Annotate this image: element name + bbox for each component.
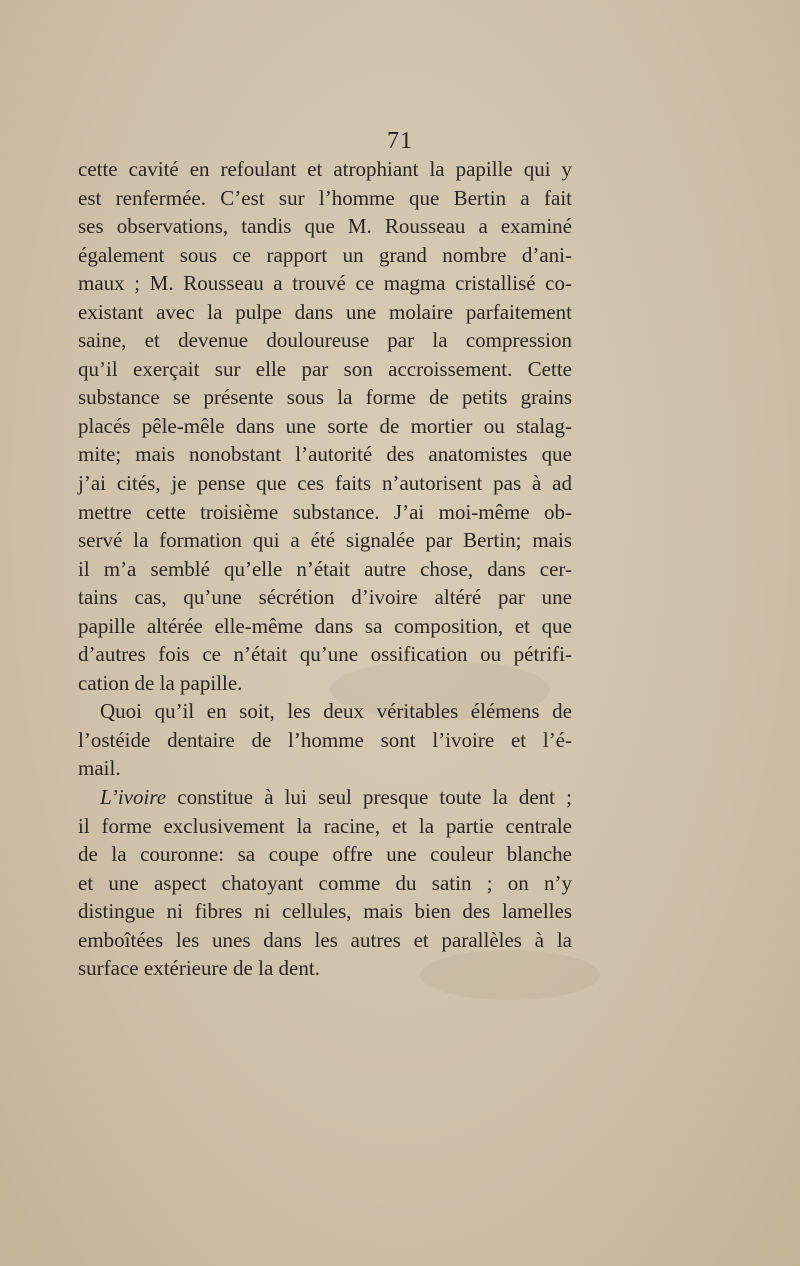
text-line: d’autres fois ce n’était qu’une ossification ou pétrifi- bbox=[78, 642, 572, 667]
text-line: j’ai cités, je pense que ces faits n’autorisent pas à ad bbox=[78, 471, 572, 496]
text-line: emboîtées les unes dans les autres et parallèles à la bbox=[78, 927, 572, 952]
body-text bbox=[78, 155, 572, 983]
text-line: papille altérée elle-même dans sa composition, et que bbox=[78, 613, 572, 638]
text-line: il forme exclusivement la racine, et la partie centrale bbox=[78, 813, 572, 838]
text-line: saine, et devenue douloureuse par la compression bbox=[78, 328, 572, 353]
text-line: substance se présente sous la forme de petits grains bbox=[78, 385, 572, 410]
text-line: Quoi qu’il en soit, les deux véritables élémens de bbox=[100, 699, 572, 724]
text-line: et une aspect chatoyant comme du satin ; on n’y bbox=[78, 870, 572, 895]
text-line bbox=[78, 783, 572, 812]
text-line: qu’il exerçait sur elle par son accroissement. Cette bbox=[78, 356, 572, 381]
text-line: est renfermée. C’est sur l’homme que Bertin a fait bbox=[78, 185, 572, 210]
text-span: constitue à lui seul presque toute la dent ; bbox=[166, 785, 572, 810]
text-line: maux ; M. Rousseau a trouvé ce magma cristallisé co- bbox=[78, 271, 572, 296]
text-line: distingue ni fibres ni cellules, mais bien des lamelles bbox=[78, 899, 572, 924]
text-line: mail. bbox=[78, 756, 121, 781]
page-number: 71 bbox=[387, 128, 413, 154]
text-line: servé la formation qui a été signalée par Bertin; mais bbox=[78, 528, 572, 553]
italic-term: L’ivoire bbox=[100, 785, 167, 810]
text-line: de la couronne: sa coupe offre une couleur blanche bbox=[78, 842, 572, 867]
text-line: cation de la papille. bbox=[78, 670, 243, 695]
text-line: mite; mais nonobstant l’autorité des anatomistes que bbox=[78, 442, 572, 467]
text-line: cette cavité en refoulant et atrophiant la papille qui y bbox=[78, 157, 572, 181]
text-line: placés pêle-mêle dans une sorte de mortier ou stalag- bbox=[78, 413, 572, 438]
text-line: mettre cette troisième substance. J’ai moi-même ob- bbox=[78, 499, 572, 524]
text-line: également sous ce rapport un grand nombre d’ani- bbox=[78, 242, 572, 267]
text-line: il m’a semblé qu’elle n’était autre chose, dans cer- bbox=[78, 556, 572, 581]
text-line: l’ostéide dentaire de l’homme sont l’ivoire et l’é- bbox=[78, 727, 572, 752]
text-line: existant avec la pulpe dans une molaire parfaitement bbox=[78, 299, 572, 324]
text-line: ses observations, tandis que M. Rousseau a examiné bbox=[78, 214, 572, 239]
text-line: surface extérieure de la dent. bbox=[78, 956, 320, 981]
text-line: tains cas, qu’une sécrétion d’ivoire altéré par une bbox=[78, 585, 572, 610]
